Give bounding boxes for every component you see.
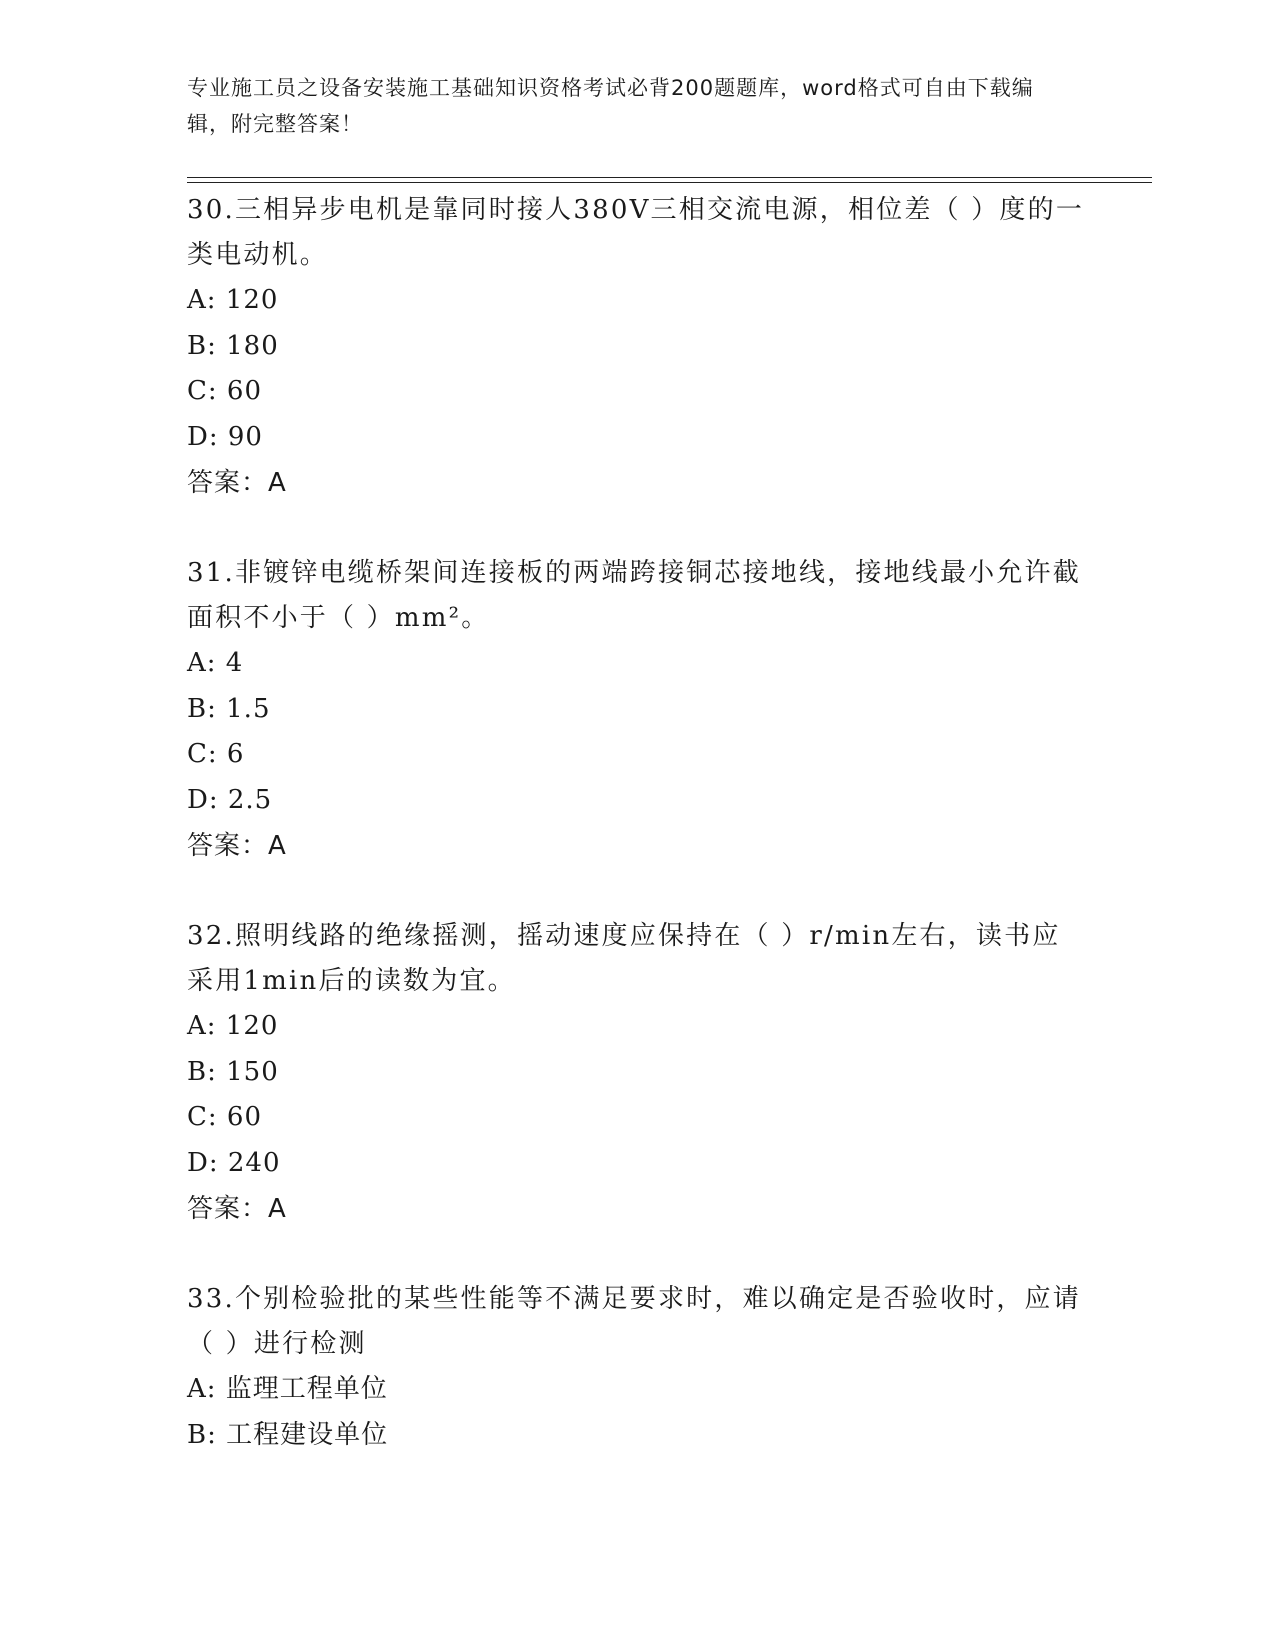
question-list <box>187 188 1087 1503</box>
answer: 答案：A <box>187 468 287 498</box>
option-d: D: 90 <box>187 421 263 452</box>
question-stem: 32.照明线路的绝缘摇测，摇动速度应保持在（ ）r/min左右，读书应采用1min后的读数为宜。 <box>187 921 1061 996</box>
option-a: A: 4 <box>187 648 244 678</box>
question-stem: 31.非镀锌电缆桥架间连接板的两端跨接铜芯接地线，接地线最小允许截面积不小于（ ）mm²。 <box>187 558 1081 633</box>
option-b: B: 1.5 <box>187 693 271 724</box>
question-31 <box>187 551 1087 869</box>
option-d: D: 240 <box>187 1147 281 1178</box>
answer: 答案：A <box>187 1194 287 1224</box>
option-a: A: 120 <box>187 1011 279 1041</box>
option-d: D: 2.5 <box>187 784 273 815</box>
option-c: C: 6 <box>187 739 245 769</box>
answer: 答案：A <box>187 831 287 861</box>
question-30 <box>187 188 1087 506</box>
question-stem: 30.三相异步电机是靠同时接人380V三相交流电源，相位差（ ）度的一类电动机。 <box>187 195 1085 270</box>
question-stem: 33.个别检验批的某些性能等不满足要求时，难以确定是否验收时，应请（ ）进行检测 <box>187 1284 1081 1359</box>
option-b: B: 工程建设单位 <box>187 1419 389 1450</box>
option-a: A: 监理工程单位 <box>187 1374 388 1404</box>
header-divider-top <box>187 177 1152 178</box>
option-b: B: 180 <box>187 330 279 361</box>
question-32 <box>187 914 1087 1232</box>
option-c: C: 60 <box>187 376 263 406</box>
header-divider-bottom <box>187 182 1152 183</box>
option-c: C: 60 <box>187 1102 263 1132</box>
document-header: 专业施工员之设备安装施工基础知识资格考试必背200题题库，word格式可自由下载编辑，附完整答案！ <box>187 76 1034 136</box>
option-a: A: 120 <box>187 285 279 315</box>
option-b: B: 150 <box>187 1056 279 1087</box>
question-33 <box>187 1277 1087 1458</box>
